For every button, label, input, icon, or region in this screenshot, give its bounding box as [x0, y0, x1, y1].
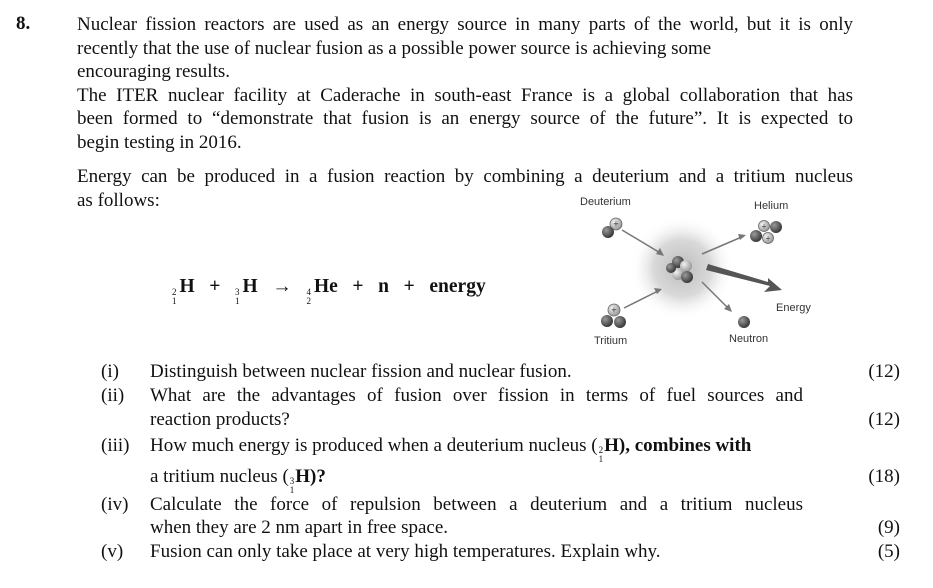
- reaction-arrow: →: [272, 276, 292, 297]
- plus-sign: +: [352, 276, 364, 297]
- part-text: reaction products?: [150, 409, 290, 430]
- svg-text:+: +: [765, 233, 771, 244]
- fusion-core-nucleon: [666, 263, 676, 273]
- part-text: Distinguish between nuclear fission and nuclear fusion.: [150, 361, 572, 382]
- svg-text:+: +: [613, 219, 619, 231]
- question-intro: [77, 13, 853, 154]
- tritium-isotope-numbers: 3 1: [289, 476, 295, 495]
- deuterium-isotope-numbers: 2 1: [172, 287, 177, 306]
- neutron-label: Neutron: [729, 333, 769, 345]
- deuterium-label: Deuterium: [580, 196, 631, 208]
- deuterium-symbol: H: [179, 276, 195, 297]
- part-label: (iv): [101, 494, 129, 515]
- part-label: (i): [101, 361, 119, 382]
- tritium-neutron: [614, 316, 626, 328]
- question-part-iii: [0, 435, 933, 495]
- part-marks: (9): [877, 517, 900, 538]
- question-part-iv: [0, 494, 933, 542]
- part-marks: (18): [868, 466, 900, 487]
- part-label: (ii): [101, 385, 125, 406]
- deuterium-isotope-numbers: 2 1: [598, 445, 604, 464]
- part-text: Fusion can only take place at very high temperatures. Explain why.: [150, 541, 661, 562]
- part-text: What are the advantages of fusion over fission in terms of fuel sources and: [150, 385, 803, 406]
- part-text: Calculate the force of repulsion between a deuterium and a tritium nucleus: [150, 494, 803, 515]
- part-text: when they are 2 nm apart in free space.: [150, 517, 449, 538]
- question-number: 8.: [16, 13, 31, 34]
- tritium-neutron: [601, 315, 613, 327]
- plus-sign: +: [209, 276, 221, 297]
- intro-line: recently that the use of nuclear fusion as a possible power source is achieving some: [77, 37, 712, 59]
- part-label: (iii): [101, 435, 130, 456]
- fusion-core-nucleon: [681, 271, 693, 283]
- energy-label: Energy: [776, 302, 811, 314]
- fusion-equation: [172, 276, 486, 306]
- emitted-neutron: [738, 316, 750, 328]
- fusion-diagram: [574, 190, 834, 350]
- tritium-isotope-numbers: 3 1: [235, 287, 240, 306]
- question-part-i: [0, 361, 933, 385]
- helium-neutron: [770, 221, 782, 233]
- plus-sign: +: [403, 276, 415, 297]
- part-marks: (12): [868, 361, 900, 382]
- tritium-label: Tritium: [594, 335, 628, 347]
- part-label: (v): [101, 541, 124, 562]
- intro-line: The ITER nuclear facility at Caderache in south-east France is a global collaboration that has: [77, 84, 853, 106]
- intro-line: Nuclear fission reactors are used as an energy source in many parts of the world, but it is only: [77, 14, 853, 35]
- svg-text:+: +: [611, 305, 617, 317]
- neutron-symbol: n: [378, 276, 390, 297]
- intro-line: encouraging results.: [77, 61, 231, 82]
- part-text: How much energy is produced when a deuterium nucleus ( 2 1 H), combines with: [150, 435, 752, 464]
- deuterium-neutron: [602, 226, 614, 238]
- tritium-symbol: H: [242, 276, 258, 297]
- intro-line: begin testing in 2016.: [77, 131, 242, 153]
- part-text: a tritium nucleus ( 3 1 H)?: [150, 466, 326, 495]
- part-marks: (12): [868, 409, 900, 430]
- fusion-illustration: [574, 190, 834, 350]
- helium-isotope-numbers: 4 2: [306, 287, 311, 306]
- part-marks: (5): [877, 541, 900, 562]
- energy-line: as follows:: [77, 189, 160, 211]
- question-part-ii: [0, 385, 933, 433]
- energy-line: Energy can be produced in a fusion reaction by combining a deuterium and a tritium nucleus: [77, 166, 853, 187]
- helium-label: Helium: [754, 200, 789, 212]
- svg-text:+: +: [761, 221, 767, 232]
- helium-neutron: [750, 230, 762, 242]
- helium-symbol: He: [313, 276, 338, 297]
- intro-line: been formed to “demonstrate that fusion is an energy source of the future”. It is expected to: [77, 108, 853, 129]
- question-part-v: [0, 541, 933, 565]
- energy-term: energy: [429, 276, 486, 297]
